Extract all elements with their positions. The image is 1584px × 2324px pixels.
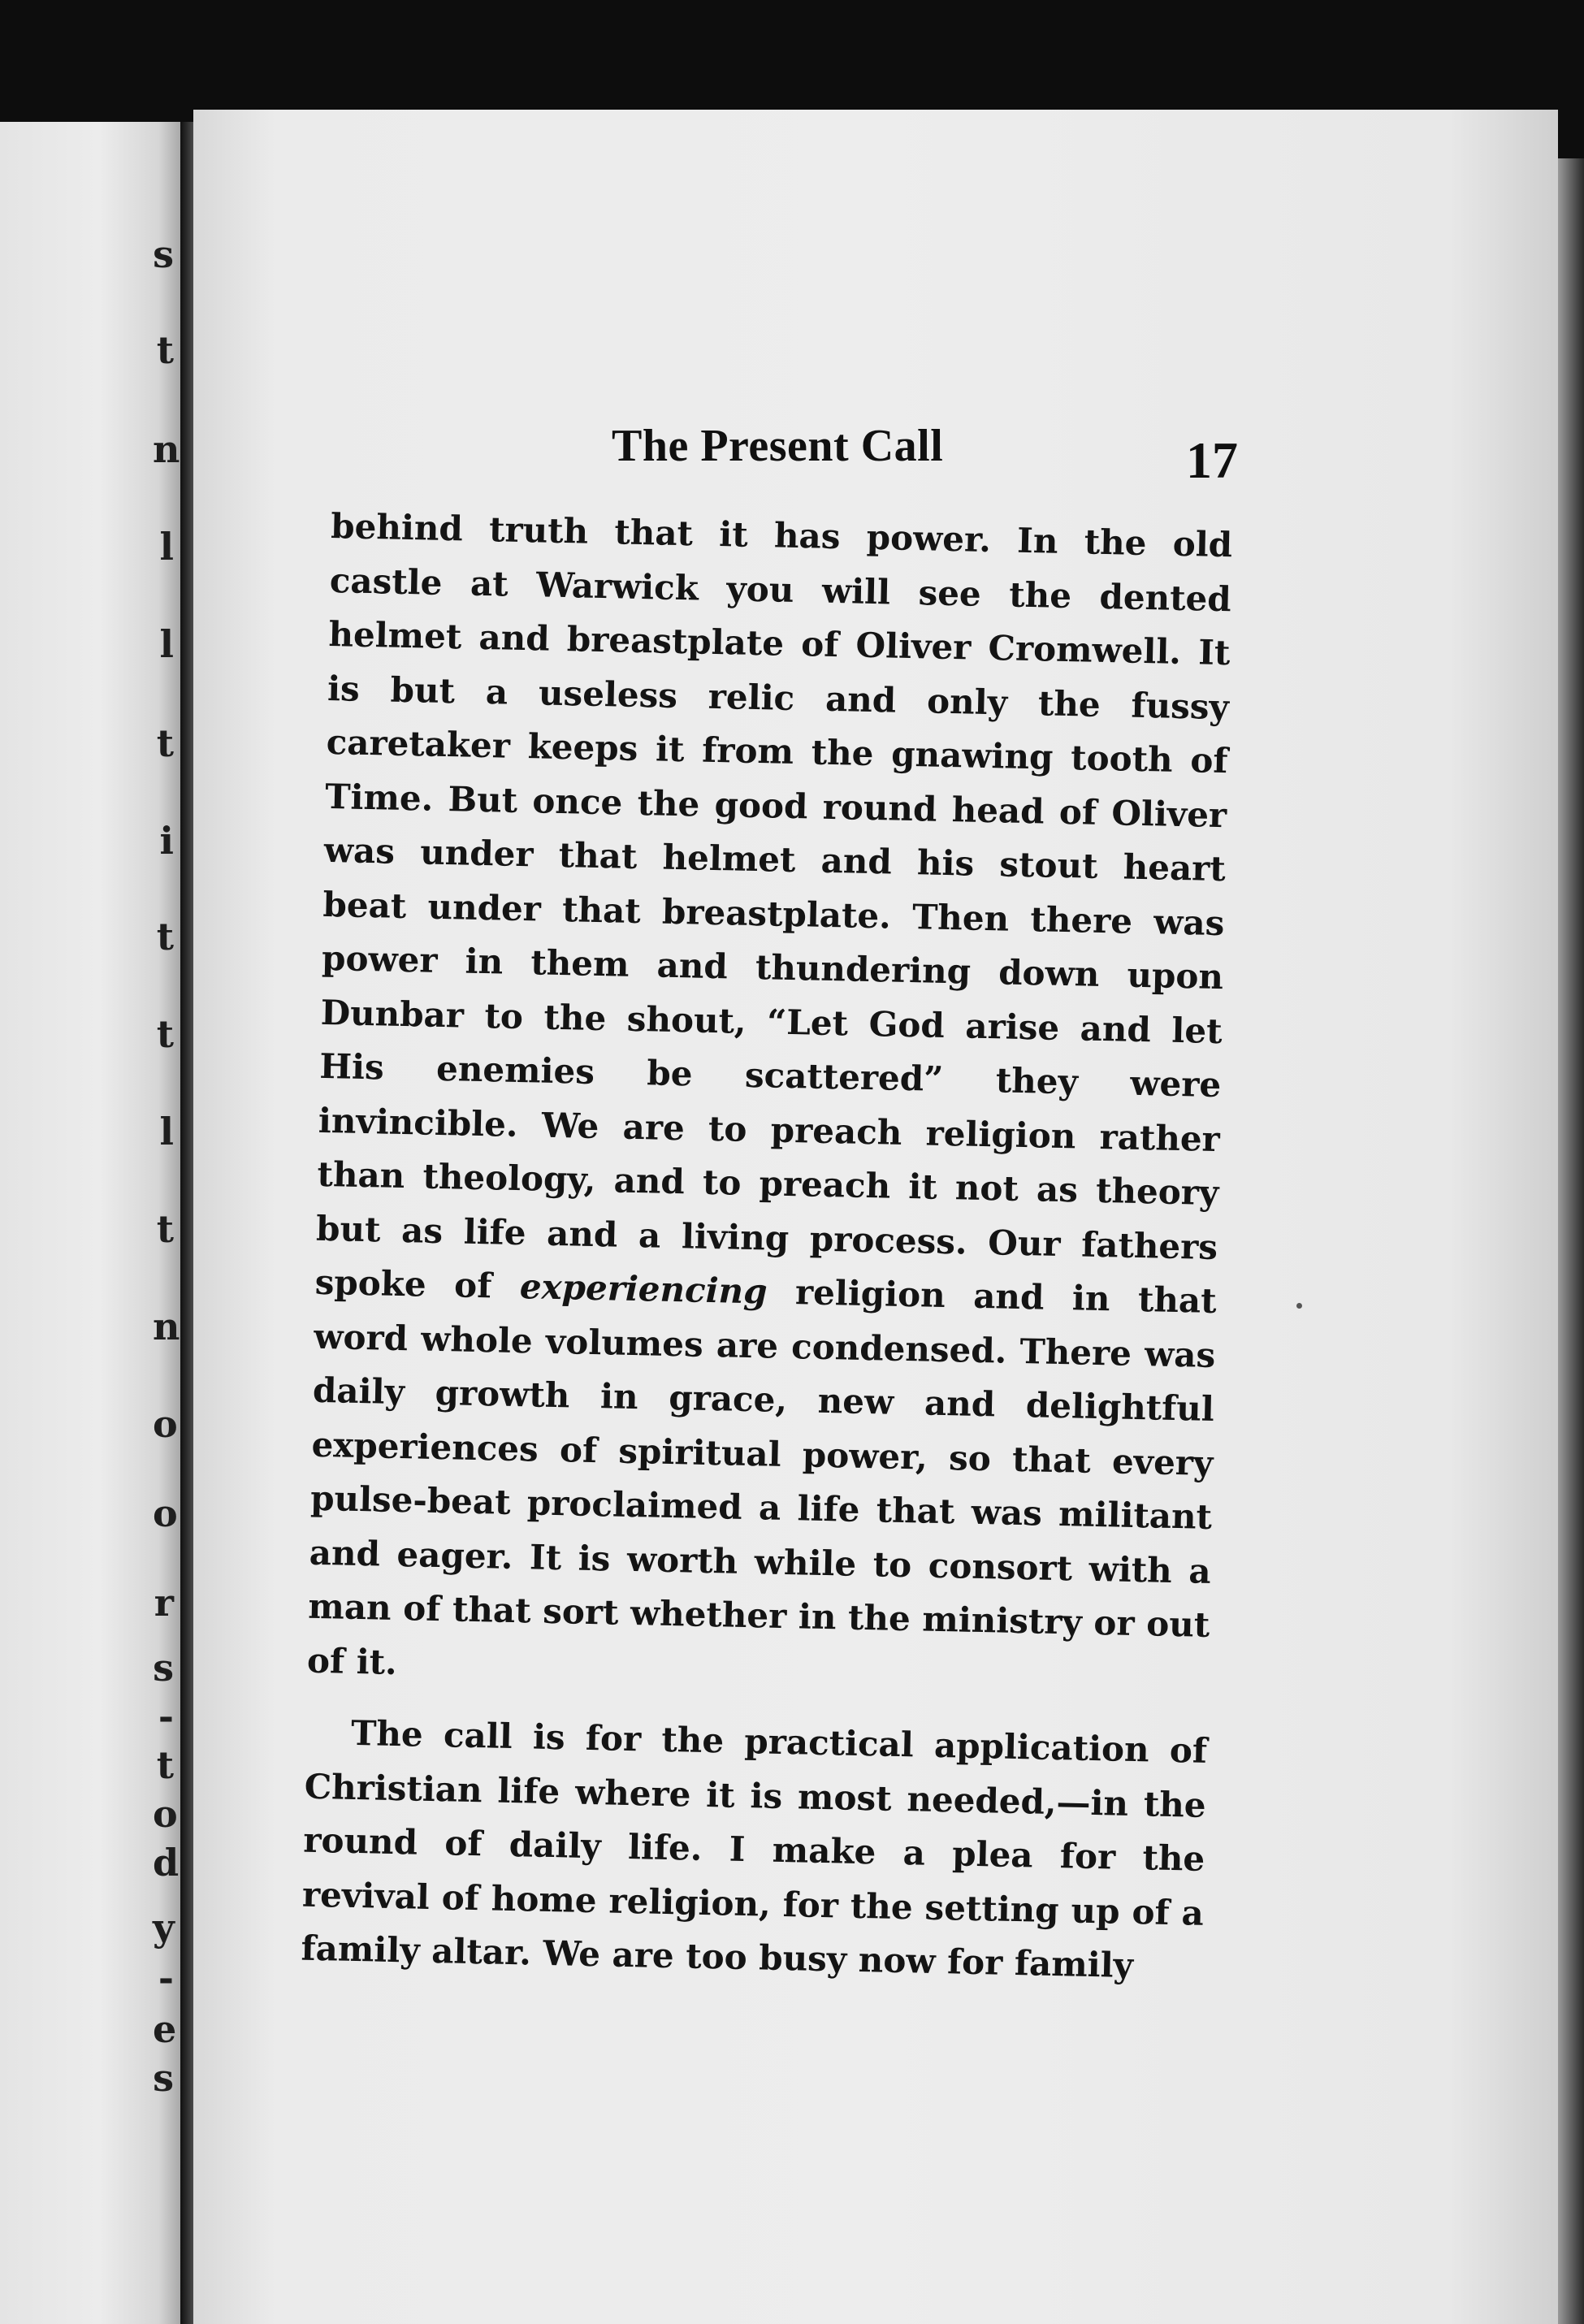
cut-off-character: l: [159, 525, 174, 569]
cut-off-character: o: [153, 1402, 178, 1446]
cut-off-character: s: [153, 1646, 174, 1690]
left-page-edge: [0, 122, 180, 2324]
cut-off-character: t: [156, 1743, 174, 1787]
cut-off-character: o: [153, 1792, 178, 1836]
cut-off-character: t: [156, 328, 174, 372]
cut-off-character: e: [153, 2007, 177, 2051]
right-page: [193, 110, 1558, 2324]
cut-off-character: -: [158, 1956, 174, 2000]
scan-speck: [1296, 1303, 1302, 1309]
cut-off-character: d: [153, 1841, 180, 1885]
body-text: [301, 500, 1233, 1994]
cut-off-character: y: [153, 1906, 175, 1950]
cut-off-character: s: [153, 2056, 174, 2100]
italic-word: experiencing: [519, 1266, 768, 1312]
paragraph-text: behind truth that it has power. In the old castle at Warwick you will see the dented helmet and breastplate of Oliver Cromwell. It is but a useless relic and only the fussy caretaker keeps it from the gnawing tooth of Time. But once the good round head of Oliver was under that helmet and his stout heart beat under that breastplate. Then there was power in them and thundering down upon Dunbar to the shout, “Let God arise and let His enemies be scattered” they were invincible. We are to preach religion rather than theology, and to preach it not as theory but as life and a living process. Our fathers spoke of: [314, 505, 1233, 1306]
page-edge-shadow: [1558, 158, 1584, 2324]
cut-off-character: n: [153, 427, 180, 471]
paragraph: The call is for the practical application of Christian life where it is most needed,—in the round of daily life. I make a plea for the revival of home religion, for the setting up of a family altar. We are too busy now for family: [301, 1712, 1208, 1986]
cut-off-character: o: [153, 1491, 178, 1535]
cut-off-character: n: [153, 1305, 180, 1348]
book-gutter: [180, 122, 193, 2324]
cut-off-character: t: [156, 1012, 174, 1056]
cut-off-character: s: [153, 232, 174, 276]
paragraph: [306, 500, 1232, 1707]
cut-off-character: l: [159, 1110, 174, 1153]
page-header: [193, 313, 1558, 489]
cut-off-character: t: [156, 915, 174, 959]
left-page-cut-off-text: [153, 122, 180, 2324]
paragraph-text-continued: religion and in that word whole volumes are condensed. There was daily growth in grace, new and delightful experiences of spiritual power, so that every pulse-beat proclaimed a life that was militant and eager. It is worth while to consort with a man of that sort whether in the ministry or out of it.: [306, 1272, 1218, 1682]
cut-off-character: l: [159, 622, 174, 666]
cut-off-character: i: [159, 819, 174, 863]
page-number: 17: [1186, 431, 1238, 489]
cut-off-character: -: [158, 1694, 174, 1738]
running-title: The Present Call: [612, 421, 944, 471]
cut-off-character: t: [156, 1207, 174, 1251]
cut-off-character: r: [154, 1581, 174, 1625]
cut-off-character: t: [156, 721, 174, 765]
